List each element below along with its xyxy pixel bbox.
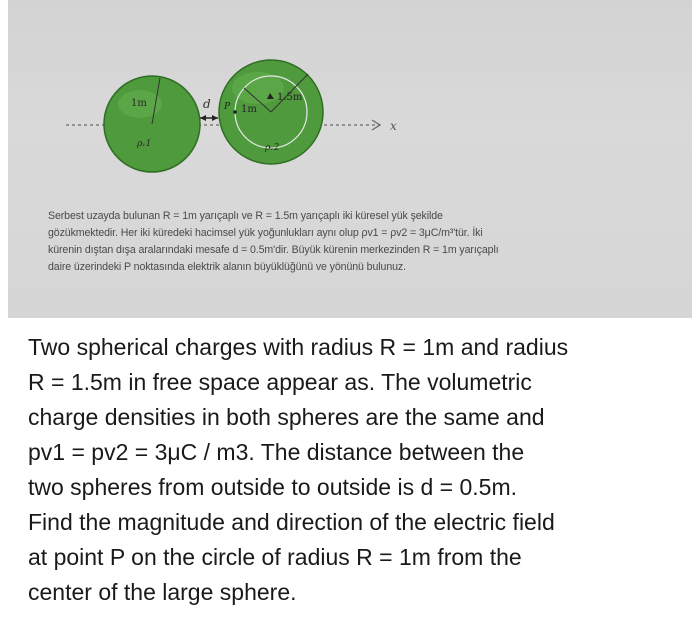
turkish-line: gözükmektedir. Her iki küredeki hacimsel yük yoğunlukları aynı olup ρv1 = ρv2 = 3μC/m³'tür. İki <box>48 227 483 239</box>
x-axis-label: x <box>390 119 397 133</box>
point-p-marker <box>233 110 237 114</box>
english-line: center of the large sphere. <box>28 579 297 605</box>
english-line: Two spherical charges with radius R = 1m and radius <box>28 334 569 360</box>
sphere-diagram <box>8 0 692 200</box>
turkish-line: kürenin dıştan dışa aralarındaki mesafe d = 0.5m'dir. Büyük kürenin merkezinden R = 1m yarıçaplı <box>48 244 499 256</box>
d-label: d <box>203 97 211 111</box>
english-line: pv1 = pv2 = 3μC / m3. The distance between the <box>28 439 525 465</box>
problem-photo <box>8 0 692 318</box>
pv2-label: ρᵥ2 <box>265 143 280 153</box>
english-line: Find the magnitude and direction of the electric field <box>28 509 555 535</box>
d-arrow-right <box>212 115 218 121</box>
turkish-problem-text <box>48 208 688 276</box>
english-line: charge densities in both spheres are the same and <box>28 404 545 430</box>
inner-radius-label: 1m <box>241 104 257 115</box>
turkish-line: Serbest uzayda bulunan R = 1m yarıçaplı ve R = 1.5m yarıçaplı iki küresel yük şekilde <box>48 210 443 222</box>
english-line: two spheres from outside to outside is d = 0.5m. <box>28 474 517 500</box>
english-problem-text <box>28 330 688 610</box>
pv1-label: ρᵥ1 <box>137 139 152 149</box>
turkish-line: daire üzerindeki P noktasında elektrik alanın büyüklüğünü ve yönünü bulunuz. <box>48 261 406 273</box>
point-p-label: P <box>224 102 231 112</box>
large-radius-label: 1.5m <box>277 92 303 103</box>
d-arrow-left <box>200 115 206 121</box>
english-line: R = 1.5m in free space appear as. The volumetric <box>28 369 532 395</box>
english-line: at point P on the circle of radius R = 1m from the <box>28 544 522 570</box>
small-radius-label: 1m <box>131 98 147 109</box>
